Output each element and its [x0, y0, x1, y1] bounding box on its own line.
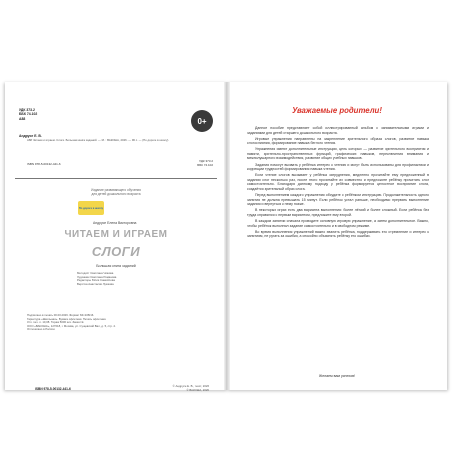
page-heading: Уважаемые родители!: [292, 106, 382, 115]
paragraph: Перед выполнением каждого упражнения обсудите с ребёнком инструкцию. Продолжительность одного занятия не должна превышать 15 минут. Если ребёнок устал раньше, необходимо прервать выполнение задания и вернуться к нему позже.: [247, 193, 429, 207]
paragraph: Задания помогут вызвать у ребёнка интерес к чтению и могут быть использованы для профилактики и коррекции трудностей формирования навыка чтения.: [247, 162, 429, 172]
imprint-details: [27, 314, 217, 332]
body-text: [247, 126, 429, 240]
cip-udc: УДК 373.2: [199, 159, 213, 163]
series-logo-text: По дороге в школу: [78, 206, 104, 210]
paragraph: Игровые упражнения направлены на закрепление зрительного образа слогов, развитие навыка слогослияния, формирование навыка беглого чтения.: [247, 136, 429, 146]
paragraph: В каждом занятии сначала проводите основную игровую упражнение, а затем дополнительное. Важно, чтобы ребёнок выполнял задание самостоятельно и в свободном режиме.: [247, 219, 429, 228]
isbn-top: ISBN 978-5-00132-441-6: [27, 162, 61, 166]
imprint-line: ООО «ВАКОША», 127018, г. Москва, ул. Сущевский Вал, д. 5, стр. 2.: [27, 323, 116, 328]
imprint-line: Гарнитура «Школьная». Бумага офсетная. Печать офсетная.: [27, 316, 107, 321]
series-description: [5, 188, 227, 196]
credit-line: Художник Светлана Романова: [77, 274, 117, 279]
imprint-line: Усл. печ. л. 10,08. Тираж 5000 экз. Заказ №: [27, 320, 84, 325]
credit-line: Методист Светлана Чижова: [77, 271, 114, 275]
paragraph: Во время выполнения упражнений важно хвалить ребёнка, поддерживать его стремление и интерес к занятиям, не ругать за ошибки, а спокойно объяснять ребёнку его ошибки.: [247, 229, 429, 239]
cip-codes-right: [173, 160, 213, 168]
isbn-bottom: ISBN 978-5-00132-441-6: [35, 387, 71, 391]
book-title: ЧИТАЕМ И ИГРАЕМ: [64, 229, 168, 240]
paragraph: В некоторых играх есть два варианта выполнения: более лёгкий и более сложный. Если ребёнок без труда справился с первым вариантом, предложите ему второй.: [247, 208, 429, 217]
book-title-main: СЛОГИ: [91, 244, 141, 259]
credits: [77, 272, 187, 286]
udc-code: УДК 373.2: [19, 108, 35, 112]
divider: [15, 178, 217, 179]
bibliographic-description: А88 Читаем и играем. Слоги. Большая книга заданий. — М. : ВАКОША, 2026. — 96 с. — (По дороге в школу).: [27, 138, 170, 142]
series-line: для детей дошкольного возраста: [91, 192, 141, 196]
author-heading: Андрусе Е. В.: [19, 134, 42, 138]
paragraph: Если чтение слогов вызывает у ребёнка затруднения, медленно прочитайте ему предложенный в задании слог несколько раз, после этого прочитайте их совместно и предложите ребёнку прочитать слог самостоятельно. Благодаря данному подходу у ребёнка формируется целостное восприятие слога, создаётся зрительный образ слога.: [247, 173, 429, 191]
cip-bbk: ББК 74.102: [197, 162, 213, 167]
bbk-code: ББК 74.102: [19, 112, 38, 117]
series-logo: [78, 201, 104, 215]
book-subtitle: Большая книга заданий: [96, 264, 136, 268]
paragraph: Упражнения имеют дополнительные инструкции, цель которых — развитие зрительного восприятия и памяти, зрительно-пространственных функций, графических навыков, переключения внимания и межполушарного взаимодействия, развитие общих учебных навыков.: [247, 147, 429, 161]
paragraph: Данное пособие представляет собой иллюстрированный альбом с занимательными играми и заданиями для детей старшего дошкольного возраста.: [247, 126, 429, 135]
book-gutter: [224, 82, 230, 390]
series-line: Издание развивающего обучения: [91, 188, 141, 192]
imprint-line: Подписано в печать 00.00.2026. Формат 84×108/16.: [27, 313, 95, 317]
age-rating-badge: 0+: [191, 110, 213, 132]
closing-line: Желаем вам успехов!: [318, 374, 356, 378]
credit-line: Редакторы Юлия Самойлова: [77, 278, 115, 283]
copyright-line: © Андрусе Е. В., текст, 2026: [172, 384, 209, 388]
author-mark: А88: [19, 116, 26, 121]
imprint-page: [5, 82, 228, 390]
parents-note-page: [227, 82, 447, 390]
imprint-line: Отпечатано в России.: [27, 327, 56, 332]
classification-codes: [19, 108, 37, 121]
copyright-line: © ВАКОША, 2026: [186, 387, 209, 392]
credit-line: Верстка Анастасия Лужкова: [77, 281, 114, 286]
author-name: Андрусе Елена Викторовна: [93, 221, 137, 225]
copyright: [149, 385, 209, 392]
